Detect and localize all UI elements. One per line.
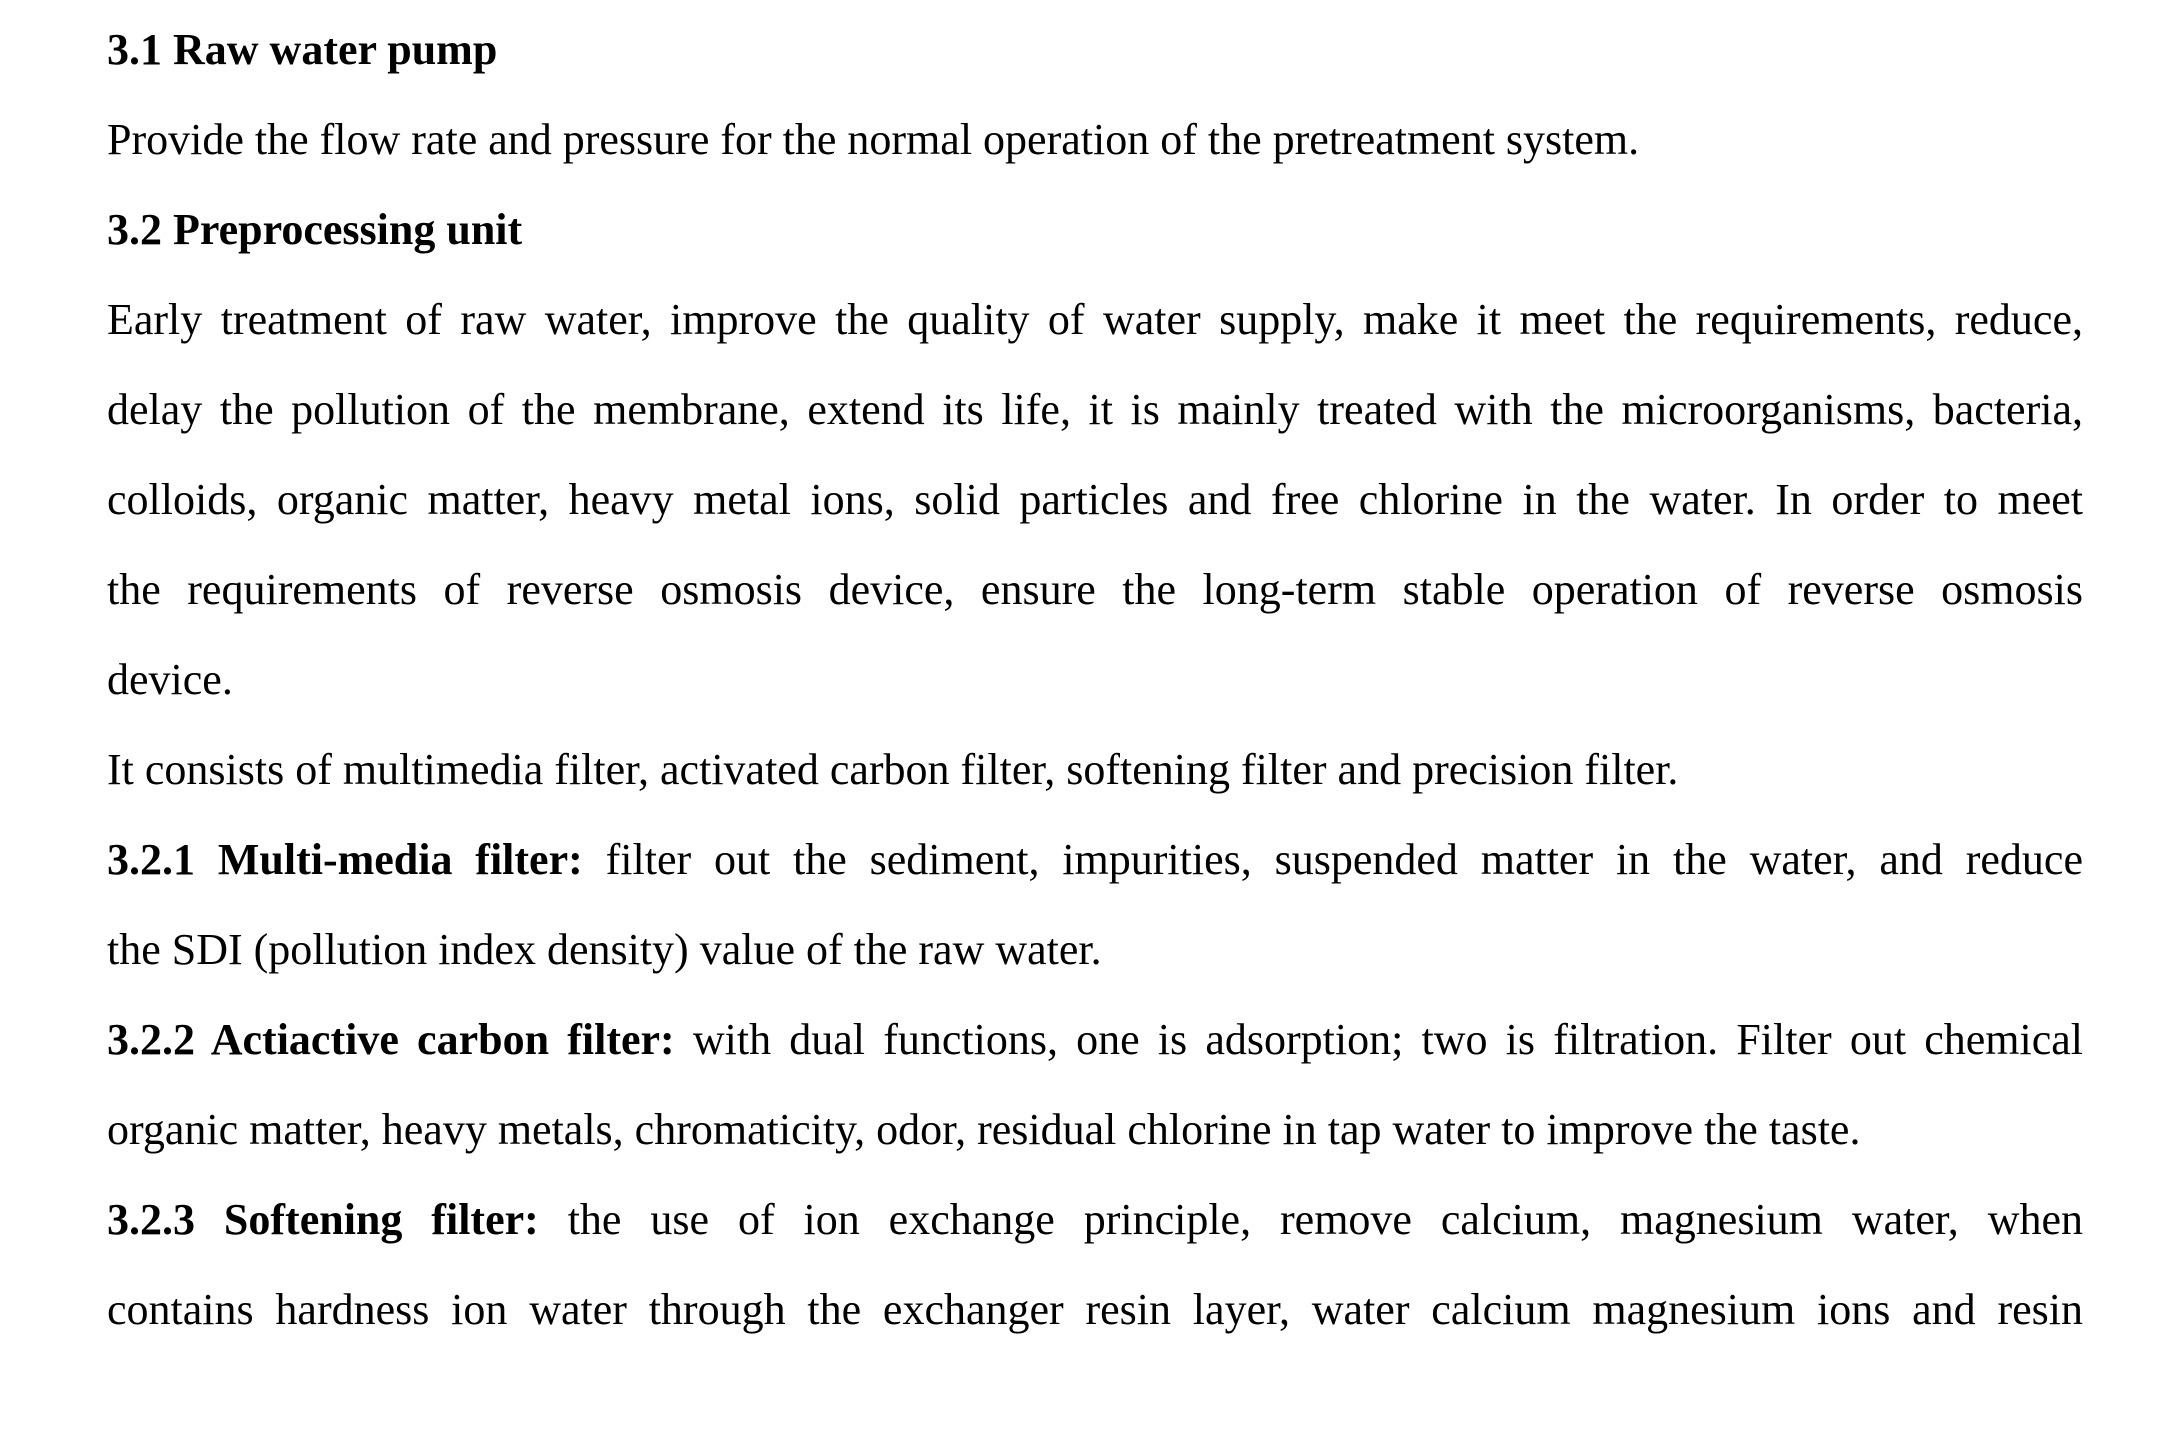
text-3-2-2-line-1: with dual functions, one is adsorption; two is filtration. Filter out chemical (674, 1015, 2084, 1064)
term-3-2-2: 3.2.2 Actiactive carbon filter: (107, 1015, 675, 1064)
heading-3-2: 3.2 Preprocessing unit (107, 205, 523, 254)
paragraph-3-2-line-5: device. (107, 655, 233, 704)
paragraph-3-2-1-line-2: the SDI (pollution index density) value of the raw water. (107, 925, 1102, 974)
paragraph-3-2-3-line-2: contains hardness ion water through the exchanger resin layer, water calcium magnesium ions and resin (107, 1285, 2083, 1334)
paragraph-3-2-2-line-1 (107, 1014, 2083, 1066)
text-3-2-1-line-1: filter out the sediment, impurities, suspended matter in the water, and reduce (582, 835, 2083, 884)
term-3-2-1: 3.2.1 Multi-media filter: (107, 835, 583, 884)
paragraph-3-2-1-line-1 (107, 834, 2083, 886)
paragraph-3-1: Provide the flow rate and pressure for the normal operation of the pretreatment system. (107, 115, 1640, 164)
term-3-2-3: 3.2.3 Softening filter: (107, 1195, 539, 1244)
paragraph-3-2-line-2: delay the pollution of the membrane, extend its life, it is mainly treated with the microorganisms, bacteria, (107, 385, 2083, 434)
paragraph-3-2-line-3: colloids, organic matter, heavy metal ions, solid particles and free chlorine in the water. In order to meet (107, 475, 2083, 524)
paragraph-3-2-components: It consists of multimedia filter, activated carbon filter, softening filter and precision filter. (107, 745, 1679, 794)
heading-3-1: 3.1 Raw water pump (107, 25, 498, 74)
paragraph-3-2-2-line-2: organic matter, heavy metals, chromaticity, odor, residual chlorine in tap water to improve the taste. (107, 1105, 1861, 1154)
paragraph-3-2-line-4: the requirements of reverse osmosis device, ensure the long-term stable operation of reverse osmosis (107, 565, 2083, 614)
paragraph-3-2-line-1: Early treatment of raw water, improve the quality of water supply, make it meet the requirements, reduce, (107, 295, 2083, 344)
text-3-2-3-line-1: the use of ion exchange principle, remove calcium, magnesium water, when (538, 1195, 2084, 1244)
paragraph-3-2-3-line-1 (107, 1194, 2083, 1246)
